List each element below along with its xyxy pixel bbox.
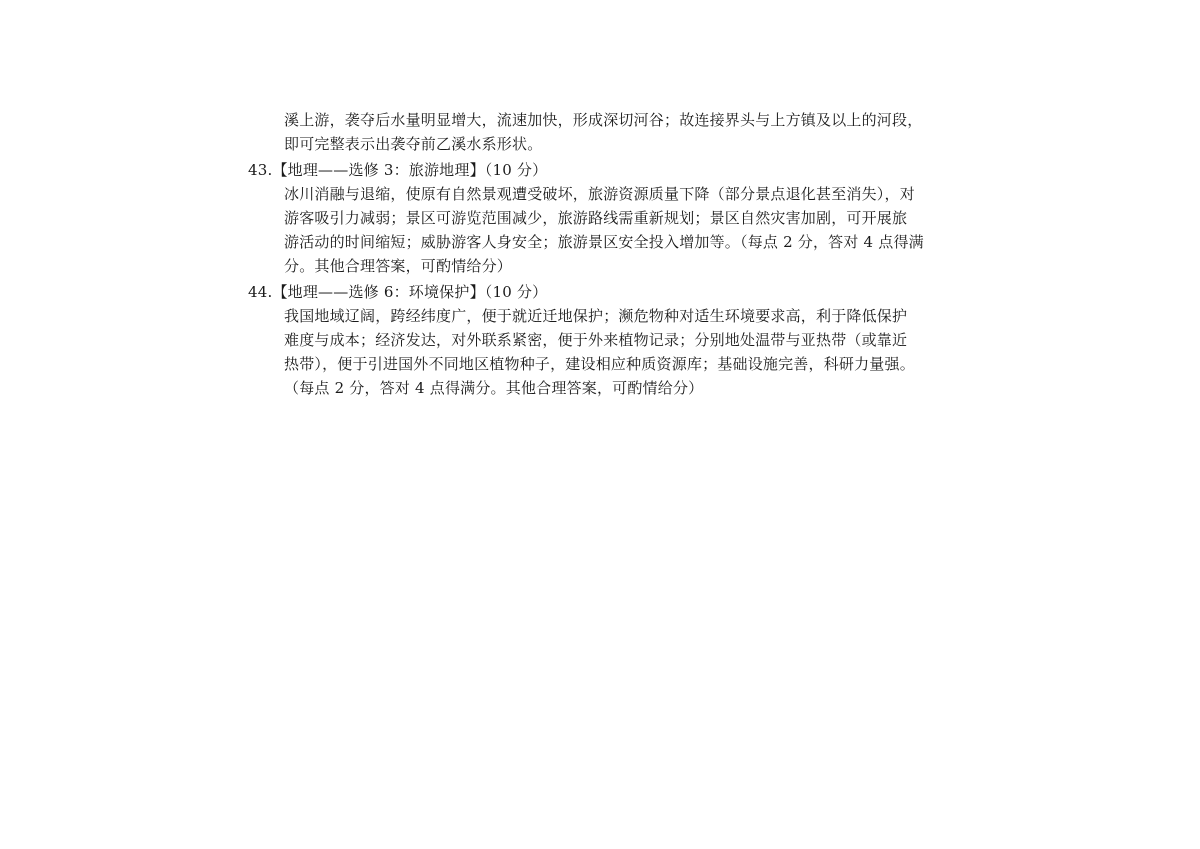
q43-line-1: 冰川消融与退缩，使原有自然景观遭受破坏，旅游资源质量下降（部分景点退化甚至消失），对 [284,185,915,203]
q43-line-4: 分。其他合理答案，可酌情给分） [284,257,513,275]
q43-line-3: 游活动的时间缩短；威胁游客人身安全；旅游景区安全投入增加等。（每点 2 分，答对 4 点得满 [284,233,924,251]
continuation-line-1: 溪上游，袭夺后水量明显增大，流速加快，形成深切河谷；故连接界头与上方镇及以上的河段， [284,111,923,129]
q44-line-3: 热带），便于引进国外不同地区植物种子，建设相应种质资源库；基础设施完善，科研力量强。 [284,355,915,373]
q44-heading: 44.【地理——选修 6：环境保护】（10 分） [248,283,548,301]
q44-line-4: （每点 2 分，答对 4 点得满分。其他合理答案，可酌情给分） [284,379,704,397]
continuation-line-2: 即可完整表示出袭夺前乙溪水系形状。 [284,135,543,153]
q44-line-2: 难度与成本；经济发达，对外联系紧密，便于外来植物记录；分别地处温带与亚热带（或靠近 [284,331,908,349]
q43-line-2: 游客吸引力减弱；景区可游览范围减少，旅游路线需重新规划；景区自然灾害加剧，可开展旅 [284,209,908,227]
q43-heading: 43.【地理——选修 3：旅游地理】（10 分） [248,161,548,179]
q44-line-1: 我国地域辽阔，跨经纬度广，便于就近迁地保护；濒危物种对适生环境要求高，利于降低保护 [284,307,908,325]
